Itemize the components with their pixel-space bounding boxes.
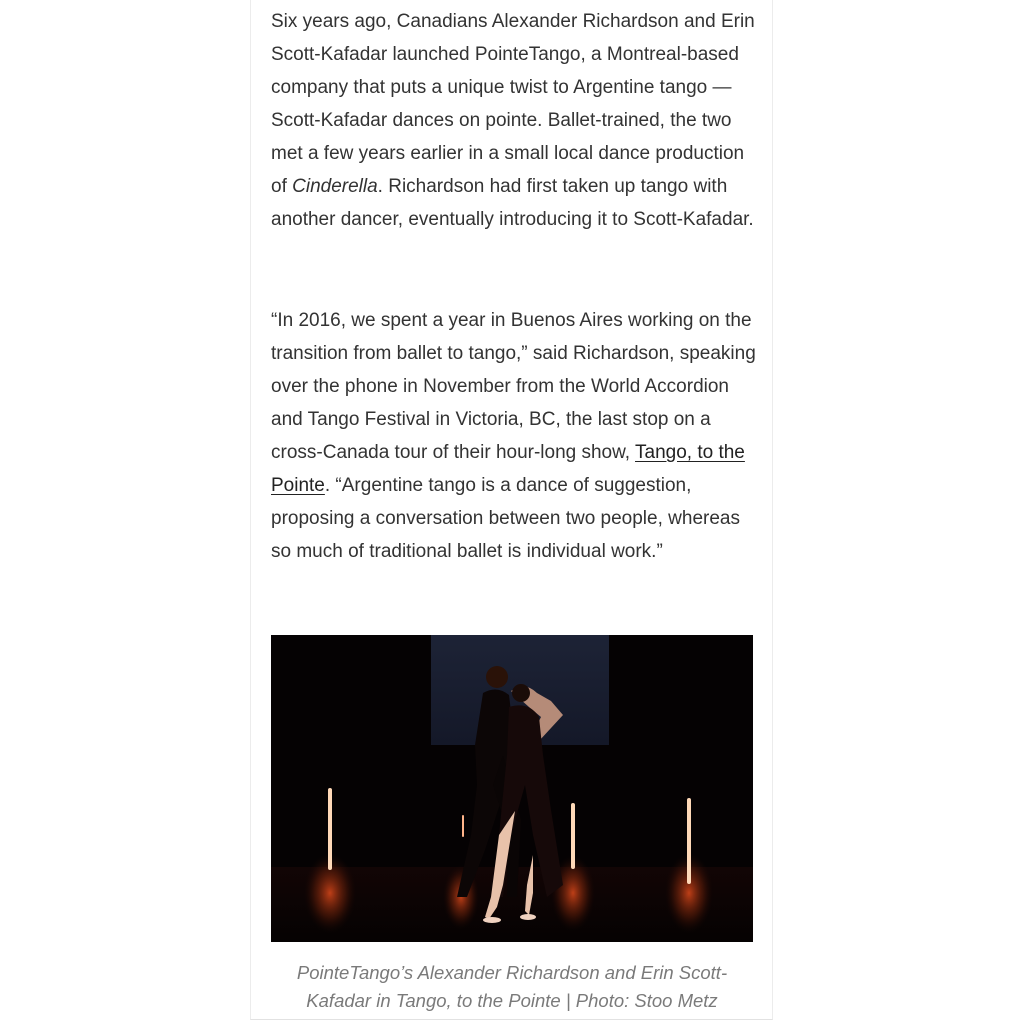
photo-illustration xyxy=(271,635,753,942)
photo-caption: PointeTango’s Alexander Richardson and Erin Scott-Kafadar in Tango, to the Pointe | Photo: Stoo Metz xyxy=(296,962,728,1011)
production-title: Cinderella xyxy=(292,176,378,197)
article-paragraph xyxy=(271,5,757,236)
article-column xyxy=(250,0,773,1020)
paragraph-text: . Richardson had first taken up tango with another dancer, eventually introducing it to Scott-Kafadar. xyxy=(271,176,754,230)
article-paragraph xyxy=(271,304,757,568)
paragraph-text: . “Argentine tango is a dance of suggestion, proposing a conversation between two people, whereas so much of traditional ballet is individual work.” xyxy=(271,475,740,562)
show-link[interactable]: Tango, to the Pointe xyxy=(271,442,745,496)
paragraph-text: Six years ago, Canadians Alexander Richardson and Erin Scott-Kafadar launched PointeTango, a Montreal-based company that puts a unique twist to Argentine tango — Scott-Kafadar dances on pointe. Ballet-trained, the two met a few years earlier in a small local dance production of xyxy=(271,11,755,197)
paragraph-text: “In 2016, we spent a year in Buenos Aires working on the transition from ballet to tango,” said Richardson, speaking over the phone in November from the World Accordion and Tango Festival in Victoria, BC, the last stop on a cross-Canada tour of their hour-long show, xyxy=(271,310,756,463)
dance-photo xyxy=(271,635,753,942)
